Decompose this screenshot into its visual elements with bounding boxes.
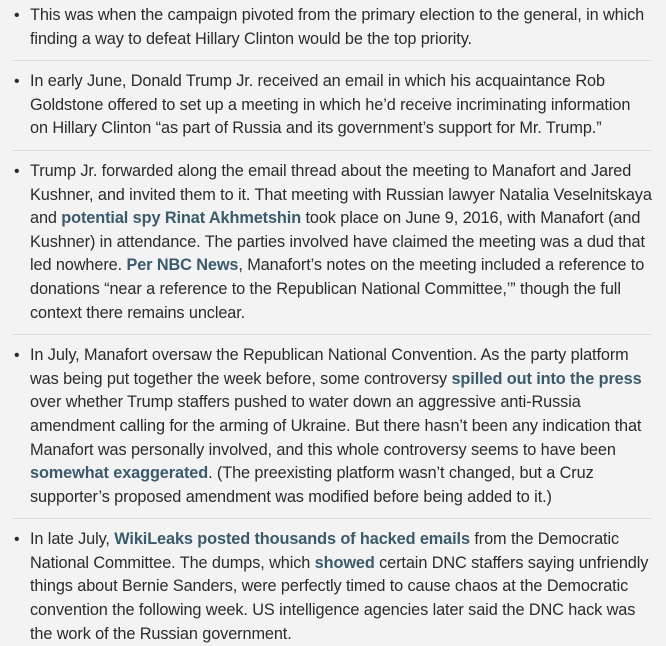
bullet-icon: • bbox=[14, 7, 20, 24]
paragraph-text: from the Democratic National Committee. The dumps, which bbox=[30, 530, 620, 572]
paragraph-text: certain DNC staffers saying unfriendly things about Bernie Sanders, were perfectly timed to cause chaos at the Democratic convention the following week. US intelligence agencies later said the DNC hack was the work of the Russian government. bbox=[30, 553, 649, 643]
list-item bbox=[12, 518, 652, 646]
inline-link[interactable]: spilled out into the press bbox=[451, 369, 642, 388]
inline-link[interactable]: showed bbox=[314, 553, 375, 572]
paragraph-text: took place on June 9, 2016, with Manafort (and Kushner) in attendance. The parties involved have claimed the meeting was a dud that led nowhere. bbox=[30, 209, 645, 275]
paragraph-text: . (The preexisting platform wasn’t changed, but a Cruz supporter’s proposed amendment was modified before being added to it.) bbox=[30, 464, 594, 506]
inline-link[interactable]: WikiLeaks posted thousands of hacked emails bbox=[114, 530, 470, 549]
inline-link[interactable]: Per NBC News bbox=[126, 256, 239, 275]
list-item bbox=[12, 334, 652, 509]
bullet-icon: • bbox=[14, 531, 20, 549]
paragraph-text: , Manafort’s notes on the meeting included a reference to donations “near a reference to the Republican National Committee,’” though the full context there remains unclear. bbox=[30, 256, 645, 322]
list-item bbox=[12, 150, 652, 325]
bullet-icon: • bbox=[14, 162, 20, 180]
paragraph-text: In early June, Donald Trump Jr. received an email in which his acquaintance Rob Goldstone offered to set up a meeting in which he’d receive incriminating information on Hillary Clinton “as part of Russia and its government’s support for Mr. Trump.” bbox=[30, 72, 631, 138]
bullet-icon: • bbox=[14, 73, 20, 91]
paragraph-text: This was when the campaign pivoted from the primary election to the general, in which finding a way to defeat Hillary Clinton would be the top priority. bbox=[30, 6, 645, 48]
paragraph-text: In July, Manafort oversaw the Republican National Convention. As the party platform was being put together the week before, some controversy bbox=[30, 346, 629, 388]
paragraph-text: over whether Trump staffers pushed to water down an aggressive anti-Russia amendment calling for the arming of Ukraine. But there hasn’t been any indication that Manafort was personally involved, and this whole controversy seems to have been bbox=[30, 393, 642, 459]
list-item bbox=[12, 60, 652, 141]
inline-link[interactable]: somewhat exaggerated bbox=[30, 464, 209, 483]
list-item bbox=[12, 4, 652, 51]
inline-link[interactable]: potential spy Rinat Akhmetshin bbox=[61, 209, 302, 228]
bullet-icon: • bbox=[14, 347, 20, 365]
bullet-list bbox=[12, 4, 652, 646]
paragraph-text: Trump Jr. forwarded along the email thread about the meeting to Manafort and Jared Kushner, and invited them to it. That meeting with Russian lawyer Natalia Veselnitskaya and bbox=[30, 161, 652, 228]
paragraph-text: In late July, bbox=[30, 530, 115, 549]
